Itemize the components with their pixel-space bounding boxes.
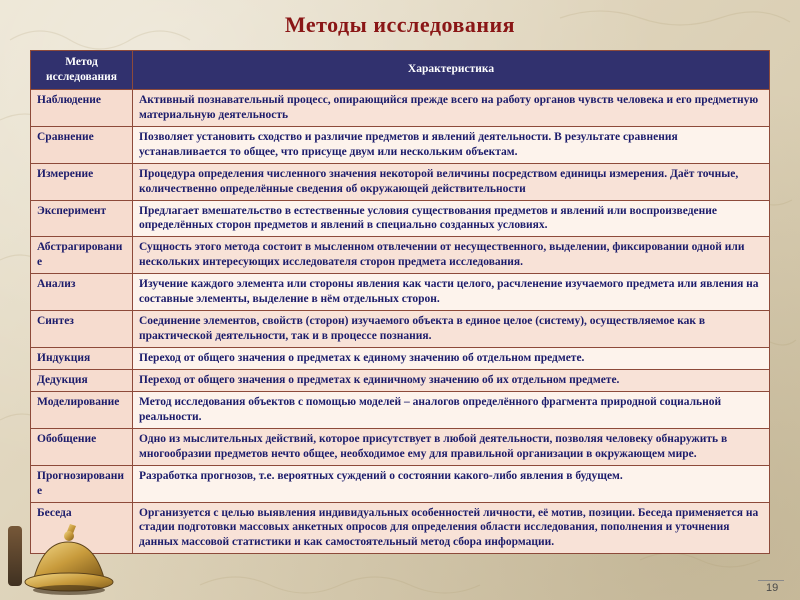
table-row	[31, 126, 770, 163]
table-row	[31, 369, 770, 391]
table-row	[31, 274, 770, 311]
characteristic-cell: Активный познавательный процесс, опирающийся прежде всего на работу органов чувств человека и его предметную материальную деятельность	[133, 89, 770, 126]
characteristic-cell: Переход от общего значения о предметах к единичному значению об их отдельном предмете.	[133, 369, 770, 391]
table-row	[31, 465, 770, 502]
method-cell: Индукция	[31, 348, 133, 370]
method-cell: Обобщение	[31, 428, 133, 465]
characteristic-cell: Предлагает вмешательство в естественные условия существования предметов и явлений или воспроизведение определённых сторон предметов и явлений в специально созданных условиях.	[133, 200, 770, 237]
characteristic-cell: Переход от общего значения о предметах к единому значению об отдельном предмете.	[133, 348, 770, 370]
method-cell: Дедукция	[31, 369, 133, 391]
table-row	[31, 200, 770, 237]
characteristic-cell: Одно из мыслительных действий, которое присутствует в любой деятельности, позволяя человеку обнаружить в многообразии предметов нечто общее, необходимое ему для правильной организации в окружающем мире.	[133, 428, 770, 465]
method-cell: Прогнозирование	[31, 465, 133, 502]
method-cell: Беседа	[31, 502, 133, 554]
characteristic-cell: Процедура определения численного значения некоторой величины посредством единицы измерения. Даёт точные, количественно определённые сведения об окружающей действительности	[133, 163, 770, 200]
table-row	[31, 89, 770, 126]
characteristic-cell: Метод исследования объектов с помощью моделей – аналогов определённого фрагмента природной социальной реальности.	[133, 391, 770, 428]
methods-table	[30, 50, 770, 554]
table-row	[31, 348, 770, 370]
method-cell: Анализ	[31, 274, 133, 311]
table-row	[31, 237, 770, 274]
method-cell: Синтез	[31, 311, 133, 348]
header-method: Метод исследования	[31, 51, 133, 90]
table-header-row	[31, 51, 770, 90]
table-row	[31, 502, 770, 554]
method-cell: Моделирование	[31, 391, 133, 428]
characteristic-cell: Позволяет установить сходство и различие предметов и явлений деятельности. В результате сравнения устанавливается то общее, что присуще двум или нескольким объектам.	[133, 126, 770, 163]
page-number: 19	[766, 580, 784, 594]
header-characteristic: Характеристика	[133, 51, 770, 90]
characteristic-cell: Организуется с целью выявления индивидуальных особенностей личности, её мотив, позиции. Беседа применяется на стадии подготовки массовых анкетных опросов для определения области исследования, пополнения и уточнения данных массовой статистики и как самостоятельный метод сбора информации.	[133, 502, 770, 554]
characteristic-cell: Разработка прогнозов, т.е. вероятных суждений о состоянии какого-либо явления в будущем.	[133, 465, 770, 502]
page-title: Методы исследования	[284, 12, 516, 37]
table-row	[31, 391, 770, 428]
method-cell: Эксперимент	[31, 200, 133, 237]
method-cell: Сравнение	[31, 126, 133, 163]
method-cell: Измерение	[31, 163, 133, 200]
table-row	[31, 428, 770, 465]
table-row	[31, 311, 770, 348]
table-row	[31, 163, 770, 200]
method-cell: Абстрагирование	[31, 237, 133, 274]
characteristic-cell: Сущность этого метода состоит в мысленном отвлечении от несущественного, выделении, фиксировании одной или нескольких интересующих исследователя сторон предмета исследования.	[133, 237, 770, 274]
characteristic-cell: Соединение элементов, свойств (сторон) изучаемого объекта в единое целое (систему), осуществляемое как в практической деятельности, так и в процессе познания.	[133, 311, 770, 348]
method-cell: Наблюдение	[31, 89, 133, 126]
characteristic-cell: Изучение каждого элемента или стороны явления как части целого, расчленение изучаемого предмета или явления на составные элементы, выделение в нём отдельных сторон.	[133, 274, 770, 311]
